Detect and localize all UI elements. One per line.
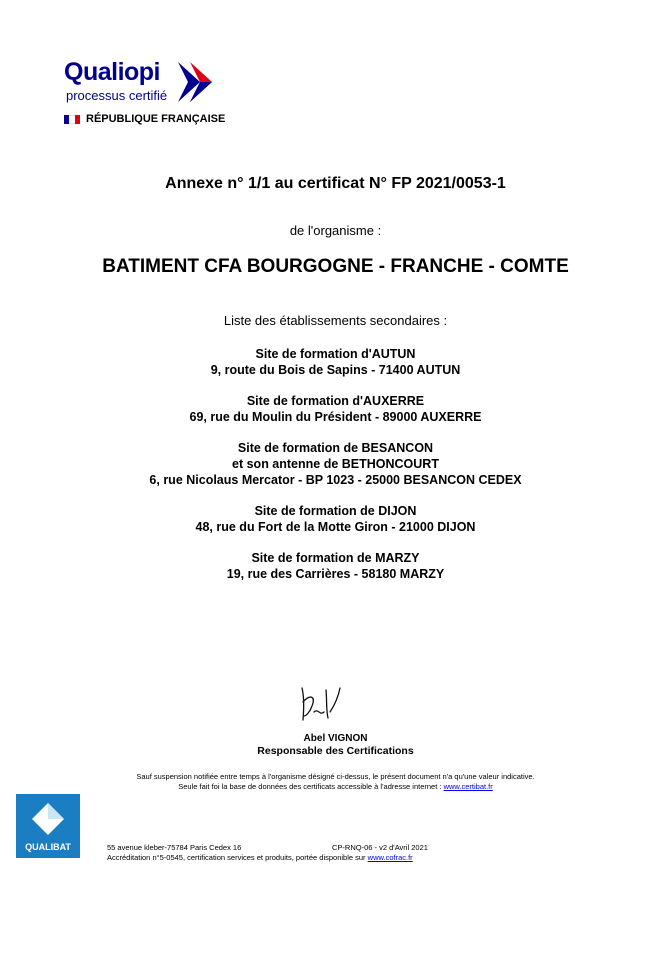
site-antenna: et son antenne de BETHONCOURT: [232, 457, 439, 471]
notice-line-2-text: Seule fait foi la base de données des certificats accessible à l'adresse internet :: [178, 782, 442, 791]
qualiopi-wordmark: Qualiopi: [64, 58, 160, 86]
site-address: 19, rue des Carrières - 58180 MARZY: [226, 567, 445, 581]
site-besancon: [0, 440, 671, 488]
site-address: 69, rue du Moulin du Président - 89000 AUXERRE: [189, 410, 482, 424]
footer-line-1: [107, 843, 428, 853]
site-dijon: [0, 503, 671, 535]
site-address: 6, rue Nicolaus Mercator - BP 1023 - 25000 BESANCON CEDEX: [149, 473, 522, 487]
notice-line-2: [0, 782, 671, 792]
qualiopi-logo: [64, 58, 234, 108]
site-address: 48, rue du Fort de la Motte Giron - 21000 DIJON: [195, 520, 476, 534]
qualiopi-subtitle: processus certifié: [66, 88, 168, 103]
republique-francaise-mark: [64, 113, 225, 127]
qualiopi-chevron-icon: [178, 60, 222, 104]
cofrac-link[interactable]: www.cofrac.fr: [367, 853, 413, 862]
site-marzy: [0, 550, 671, 582]
notice-line-1: Sauf suspension notifiée entre temps à l'organisme désigné ci-dessus, le présent document n'a qu'une valeur indicative.: [136, 772, 535, 781]
signer-role: Responsable des Certifications: [257, 745, 414, 757]
footer-address: 55 avenue kleber-75784 Paris Cedex 16: [107, 843, 242, 852]
footer-reference: CP-RNQ-06 - v2 d'Avril 2021: [332, 843, 428, 852]
qualibat-label: QUALIBAT: [25, 842, 71, 852]
document-title: Annexe n° 1/1 au certificat N° FP 2021/0053-1: [165, 175, 506, 192]
validity-notice: [0, 772, 671, 792]
republique-francaise-label: RÉPUBLIQUE FRANÇAISE: [86, 113, 226, 125]
secondary-sites-label: Liste des établissements secondaires :: [223, 313, 448, 328]
site-name: Site de formation de BESANCON: [237, 441, 434, 455]
signer-name: Abel VIGNON: [303, 733, 368, 744]
french-flag-icon: [64, 115, 80, 124]
footer-line-2: [107, 853, 428, 863]
site-name: Site de formation de MARZY: [251, 551, 420, 565]
site-name: Site de formation de DIJON: [254, 504, 417, 518]
footer: [107, 843, 428, 863]
footer-accreditation: Accréditation n°5-0545, certification services et produits, portée disponible sur: [107, 853, 366, 862]
qualibat-logo: [16, 794, 80, 858]
site-auxerre: [0, 393, 671, 425]
organization-label: de l'organisme :: [289, 223, 382, 238]
handwritten-signature: [296, 682, 346, 724]
site-autun: [0, 346, 671, 378]
site-name: Site de formation d'AUTUN: [255, 347, 416, 361]
site-address: 9, route du Bois de Sapins - 71400 AUTUN: [210, 363, 461, 377]
site-name: Site de formation d'AUXERRE: [246, 394, 425, 408]
organization-name: BATIMENT CFA BOURGOGNE - FRANCHE - COMTE: [102, 256, 569, 277]
certibat-link[interactable]: www.certibat.fr: [443, 782, 493, 791]
